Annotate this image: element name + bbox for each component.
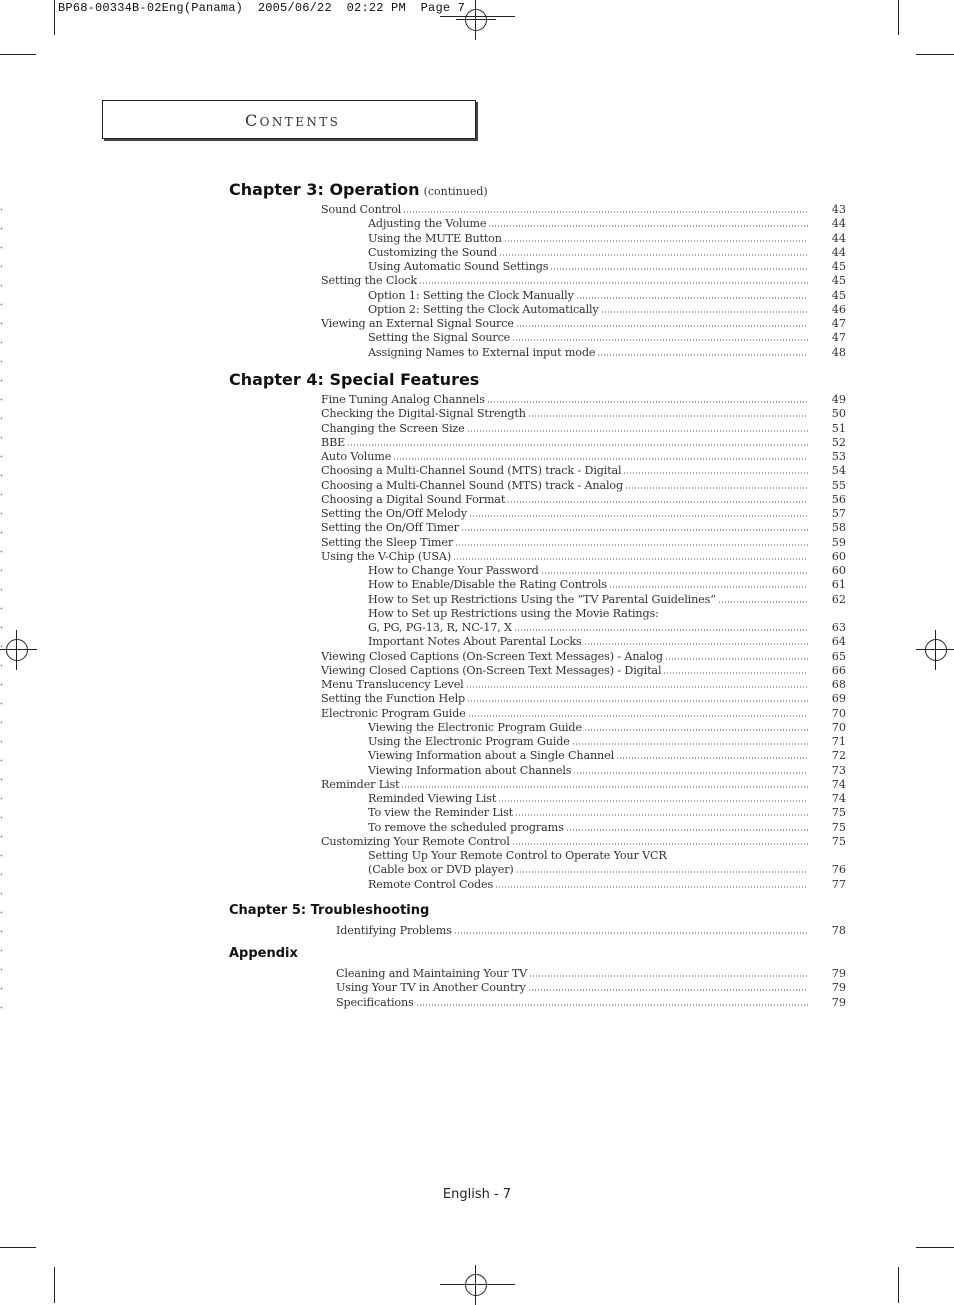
toc-leader-dots [576,297,808,299]
toc-page-number: 74 [831,777,846,791]
toc-page-number: 72 [831,749,846,763]
toc-leader-dots [516,325,808,327]
toc-page-number: 59 [831,535,846,549]
toc-page-number: 47 [831,317,846,330]
toc-entry [368,217,808,231]
toc-entry-title: Choosing a Multi-Channel Sound (MTS) track - Digital [321,464,622,478]
toc-leader-dots [528,989,808,991]
toc-page-number: 69 [831,692,846,706]
toc-entry-title: Setting the Sleep Timer [321,535,454,549]
contents-title-initial: C [245,111,260,130]
chapter-3-heading [229,180,488,199]
toc-entry-title: Using the MUTE Button [368,231,502,245]
toc-entry-title: Using the V-Chip (USA) [321,549,452,563]
toc-page-number: 49 [831,393,846,406]
toc-entry [321,450,808,464]
contents-header-box [102,100,476,139]
toc-entry-title: Setting the Clock [321,274,418,288]
toc-entry-title: Reminder List [321,777,400,791]
toc-entry-title: Fine Tuning Analog Channels [321,393,485,406]
toc-leader-dots [468,715,808,717]
toc-leader-dots [487,401,808,403]
toc-entry-title: How to Set up Restrictions using the Movie Ratings: [368,606,659,620]
toc-leader-dots [512,843,808,845]
toc-entry-title: G, PG, PG-13, R, NC-17, X [368,621,512,634]
toc-page-number: 66 [831,663,846,677]
toc-leader-dots [669,857,808,859]
toc-leader-dots [454,932,808,934]
toc-page-number: 60 [831,549,846,563]
toc-leader-dots [488,225,808,227]
toc-entry-title: Viewing an External Signal Source [321,317,514,330]
toc-page-number: 74 [831,792,846,805]
toc-entry [321,317,808,331]
toc-entry-title: Choosing a Multi-Channel Sound (MTS) track - Analog [321,478,624,492]
toc-entry-title: Assigning Names to External input mode [368,345,596,359]
toc-entry-title: Remote Control Codes [368,877,494,891]
toc-page-number: 46 [831,302,846,316]
toc-page-number: 65 [831,649,846,663]
toc-entry [321,707,808,721]
toc-entry [368,792,808,806]
toc-leader-dots [416,1004,808,1006]
toc-page-number: 79 [831,981,846,995]
toc-entry-title: Option 1: Setting the Clock Manually [368,288,574,302]
toc-entry [321,664,808,678]
toc-entry [368,821,808,835]
toc-entry-title: Adjusting the Volume [368,217,487,231]
toc-leader-dots [515,814,808,816]
toc-page-number: 75 [831,806,846,820]
toc-entry-title: Choosing a Digital Sound Format [321,492,506,506]
toc-page-number: 75 [831,834,846,848]
toc-page-number: 73 [831,763,846,777]
toc-leader-dots [529,975,808,977]
toc-entry [321,274,808,288]
toc-entry [368,878,808,892]
toc-entry-title: Identifying Problems [336,924,452,937]
toc-leader-dots [514,629,808,631]
toc-entry-title: How to Change Your Password [368,564,539,577]
toc-entry-title: Setting the On/Off Timer [321,521,459,535]
registration-mark-right [916,630,954,670]
toc-entry-title: Viewing Information about Channels [368,763,572,777]
toc-entry-title: Setting the Signal Source [368,331,511,345]
toc-entry-title: Specifications [336,995,414,1009]
toc-page-number: 55 [831,478,846,492]
chapter-5-heading: Chapter 5: Troubleshooting [229,903,430,918]
toc-entry [321,393,808,407]
toc-page-number: 70 [831,720,846,734]
chapter-3-continued: (continued) [423,185,488,198]
toc-page-number: 78 [831,924,846,937]
toc-entry [368,621,808,635]
chapter-4-heading: Chapter 4: Special Features [229,370,480,389]
toc-page-number: 45 [831,260,846,273]
toc-page-number: 52 [831,435,846,449]
toc-entry [321,422,808,436]
toc-leader-dots [507,501,808,503]
toc-entry-title: Using Your TV in Another Country [336,981,526,995]
toc-entry-title: Reminded Viewing List [368,792,497,805]
toc-leader-dots [498,800,808,802]
toc-entry-title: Important Notes About Parental Locks [368,635,582,649]
registration-mark-left [0,630,37,670]
toc-entry [368,593,808,607]
toc-entry [368,289,808,303]
toc-leader-dots [453,558,808,560]
toc-leader-dots [566,829,808,831]
toc-leader-dots [499,254,808,256]
toc-entry [321,464,808,478]
toc-leader-dots [625,487,808,489]
toc-entry [368,607,808,621]
crop-mark-top-left-v [54,0,55,35]
toc-page-number: 50 [831,407,846,421]
toc-leader-dots [597,354,808,356]
edge-dot-column [0,200,3,1020]
toc-page-number: 44 [831,245,846,259]
toc-entry [368,232,808,246]
toc-page-number: 58 [831,521,846,535]
contents-title [245,111,340,130]
toc-entry-title: BBE [321,435,346,449]
toc-leader-dots [550,268,808,270]
toc-page-number: 63 [831,621,846,634]
toc-entry [368,635,808,649]
toc-entry [321,536,808,550]
toc-entry [368,735,808,749]
toc-page-number: 60 [831,564,846,577]
toc-leader-dots [461,529,808,531]
toc-page-number: 44 [831,231,846,245]
toc-entry [321,436,808,450]
toc-leader-dots [403,211,808,213]
toc-entry-title: Setting the On/Off Melody [321,507,467,520]
toc-leader-dots [601,311,808,313]
toc-page-number: 64 [831,635,846,649]
toc-leader-dots [401,786,808,788]
toc-entry [368,849,808,863]
toc-entry-title: How to Enable/Disable the Rating Controls [368,578,607,592]
toc-page-number: 79 [831,967,846,980]
toc-page-number: 61 [831,578,846,592]
toc-entry-title: Checking the Digital-Signal Strength [321,407,526,421]
toc-page-number: 51 [831,421,846,435]
toc-entry-title: Customizing Your Remote Control [321,834,510,848]
toc-entry [321,493,808,507]
toc-page-number: 47 [831,331,846,345]
toc-entry [368,346,808,360]
toc-entry-title: Using the Electronic Program Guide [368,735,570,748]
crop-mark-top-left-h [0,54,36,55]
registration-mark-bottom [456,1265,496,1305]
toc-leader-dots [623,472,808,474]
crop-mark-top-right-h [916,54,954,55]
toc-entry [368,260,808,274]
toc-entry [336,924,808,938]
toc-entry [321,550,808,564]
toc-page-number: 48 [831,345,846,359]
toc-page-number: 44 [831,217,846,231]
toc-entry-title: How to Set up Restrictions Using the “TV Parental Guidelines” [368,592,716,606]
toc-leader-dots [584,729,808,731]
toc-entry-title: Electronic Program Guide [321,706,466,720]
toc-page-number: 62 [831,592,846,606]
toc-entry [368,863,808,877]
toc-leader-dots [512,339,808,341]
toc-entry [321,835,808,849]
toc-page-number: 43 [831,203,846,216]
toc-entry [368,721,808,735]
page-footer: English - 7 [442,1187,512,1202]
crop-mark-bottom-left-v [54,1267,55,1303]
toc-entry-title: Sound Control [321,203,402,216]
toc-leader-dots [495,886,808,888]
toc-page-number: 70 [831,706,846,720]
toc-entry [368,806,808,820]
toc-entry-title: Viewing Information about a Single Channel [368,749,615,763]
toc-entry [321,778,808,792]
print-slug: BP68-00334B-02Eng(Panama) 2005/06/22 02:22 PM Page 7 [58,1,466,15]
toc-leader-dots [573,772,808,774]
toc-leader-dots [541,572,808,574]
toc-entry [321,479,808,493]
toc-entry [368,564,808,578]
registration-mark-top [456,0,496,40]
chapter-3-title: Chapter 3: Operation [229,180,420,199]
toc-leader-dots [528,415,808,417]
toc-leader-dots [469,515,808,517]
toc-page-number: 45 [831,274,846,288]
toc-entry [368,749,808,763]
toc-page-number: 56 [831,492,846,506]
toc-entry [368,578,808,592]
toc-entry-title: Setting the Function Help [321,692,466,706]
toc-entry [368,303,808,317]
toc-entry-title: Changing the Screen Size [321,421,465,435]
toc-entry [321,692,808,706]
toc-page-number: 77 [831,877,846,891]
crop-mark-top-right-v [898,0,899,35]
toc-entry-title: Viewing Closed Captions (On-Screen Text Messages) - Digital [321,663,662,677]
toc-page-number: 68 [831,678,846,691]
toc-leader-dots [609,586,808,588]
toc-entry [336,981,808,995]
toc-leader-dots [504,240,808,242]
toc-entry-title: Cleaning and Maintaining Your TV [336,967,528,980]
toc-page-number: 53 [831,450,846,463]
toc-entry-title: Customizing the Sound [368,245,498,259]
toc-leader-dots [466,686,808,688]
toc-page-number: 57 [831,507,846,520]
toc-leader-dots [572,743,808,745]
crop-mark-bottom-right-h [916,1247,954,1248]
toc-entry [321,678,808,692]
crop-mark-bottom-left-h [0,1247,36,1248]
toc-entry-title: (Cable box or DVD player) [368,863,514,877]
toc-leader-dots [467,700,808,702]
toc-entry [368,764,808,778]
contents-title-rest: ONTENTS [259,115,341,129]
toc-entry [336,967,808,981]
crop-mark-bottom-right-v [898,1267,899,1303]
toc-entry-title: Viewing Closed Captions (On-Screen Text Messages) - Analog [321,649,663,663]
toc-leader-dots [455,544,808,546]
toc-entry-title: Viewing the Electronic Program Guide [368,720,582,734]
toc-page-number: 45 [831,288,846,302]
toc-entry [321,407,808,421]
toc-page-number: 76 [831,863,846,877]
toc-entry [336,996,808,1010]
toc-entry-title: Option 2: Setting the Clock Automatically [368,302,599,316]
toc-entry-title: To remove the scheduled programs [368,820,564,834]
toc-leader-dots [663,672,808,674]
toc-leader-dots [616,757,808,759]
toc-entry-title: To view the Reminder List [368,806,514,820]
toc-leader-dots [516,871,808,873]
toc-entry-title: Auto Volume [321,450,392,463]
toc-page-number: 54 [831,464,846,478]
toc-page-number: 75 [831,820,846,834]
toc-entry [321,507,808,521]
toc-leader-dots [419,282,808,284]
toc-leader-dots [718,601,808,603]
toc-entry-title: Using Automatic Sound Settings [368,260,549,273]
toc-entry-title: Setting Up Your Remote Control to Operate Your VCR [368,849,667,862]
toc-entry-title: Menu Translucency Level [321,678,464,691]
toc-leader-dots [347,444,808,446]
toc-leader-dots [584,643,808,645]
toc-leader-dots [665,658,808,660]
toc-leader-dots [661,615,808,617]
toc-page-number: 79 [831,995,846,1009]
appendix-heading: Appendix [229,946,298,961]
toc-entry [368,246,808,260]
toc-page-number: 71 [831,735,846,748]
toc-entry [368,331,808,345]
toc-leader-dots [467,430,808,432]
toc-entry [321,203,808,217]
toc-entry [321,521,808,535]
toc-entry [321,650,808,664]
toc-leader-dots [393,458,808,460]
